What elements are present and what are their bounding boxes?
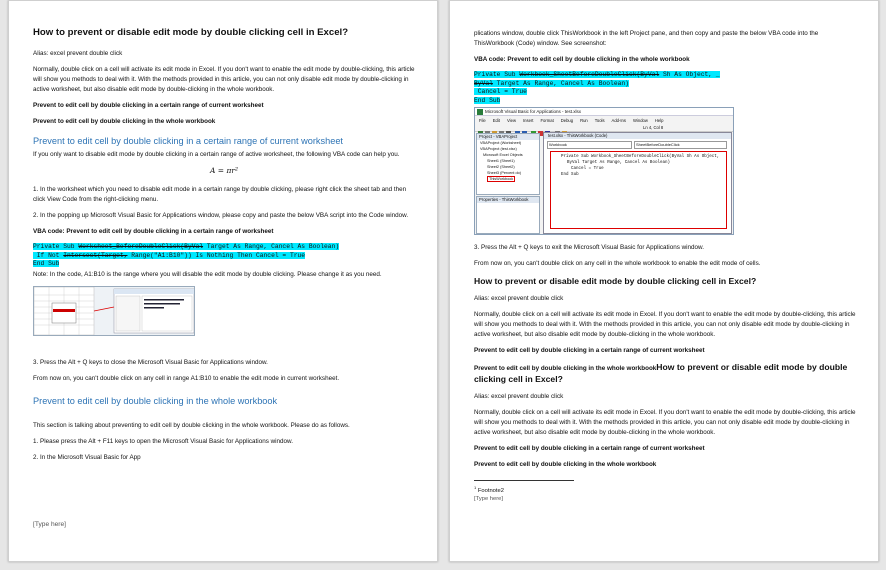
vbe-tree-item[interactable]: Sheet3 (Percent do) — [487, 171, 521, 175]
vbe-menu-item[interactable]: Debug — [560, 118, 574, 123]
vbe-screenshot — [474, 107, 734, 235]
code-line-2[interactable] — [33, 252, 415, 260]
vbe-menu-item[interactable]: Tools — [594, 118, 605, 123]
equation[interactable]: A = πr² — [210, 166, 238, 175]
code-deleted-text: Intersect(Target, — [63, 251, 128, 259]
vbe-menu-item[interactable]: Edit — [492, 118, 500, 123]
repeat-link-range-1[interactable]: Prevent to edit cell by double clicking in a certain range of current worksheet — [474, 347, 705, 354]
vbe-tree-item[interactable]: Microsoft Excel Objects — [483, 153, 523, 157]
code-text: End Sub — [474, 96, 501, 104]
wb-after-paragraph[interactable]: From now on, you can't double click on any cell in the whole workbook to enable the edit mode of cells. — [474, 260, 761, 267]
section-workbook-text[interactable]: This section is talking about preventing to edit cell by double clicking in the whole workbook. Please do as follows. — [33, 421, 350, 429]
document-page-1 — [8, 0, 438, 562]
wb-code-line-2[interactable] — [474, 80, 856, 88]
after-paragraph[interactable]: From now on, you can't double click on any cell in range A1:B10 to enable the edit mode in current worksheet. — [33, 374, 340, 382]
vbe-code-line: ByVal Target As Range, Cancel As Boolean) — [567, 161, 671, 165]
step-3[interactable]: 3. Press the Alt + Q keys to close the Microsoft Visual Basic for Applications window. — [33, 358, 268, 366]
vbe-tree-item[interactable]: Sheet1 (Sheet1) — [487, 159, 515, 163]
section-heading-workbook[interactable]: Prevent to edit cell by double clicking in the whole workbook — [33, 395, 278, 406]
code-deleted-text: Workbook_SheetBeforeDoubleClick(ByVal — [519, 71, 660, 78]
vbe-properties-title: Properties - ThisWorkbook — [477, 197, 539, 203]
vbe-project-title: Project - VBAProject — [477, 134, 539, 140]
vbe-code-window — [543, 132, 732, 234]
vbe-tree-item[interactable]: VBAProject (Worksheet) — [480, 141, 522, 145]
vbe-code-area[interactable] — [550, 151, 727, 229]
vbe-menu-item[interactable]: Help — [654, 118, 664, 123]
vbe-tree-item[interactable]: VBAProject (test.xlsx) — [480, 147, 517, 151]
vbe-menu-bar — [475, 117, 733, 124]
vbe-project-pane — [476, 133, 540, 195]
document-page-2 — [449, 0, 879, 562]
code-text: If Not — [33, 251, 64, 259]
step-1[interactable]: 1. In the worksheet which you need to disable edit mode in a certain range by double clicking, please right click the sheet tab and then click View Code from the right-clicking menu. — [33, 186, 407, 203]
vbe-toolbar — [475, 124, 733, 132]
vbe-menu-item[interactable]: View — [506, 118, 516, 123]
vbe-menu-item[interactable]: Format — [540, 118, 554, 123]
alias-text[interactable]: Alias: excel prevent double click — [33, 50, 123, 57]
header-placeholder[interactable]: [Type here] — [474, 495, 504, 502]
document-title[interactable]: How to prevent or disable edit mode by double clicking cell in Excel? — [33, 27, 349, 38]
vbe-cursor-position: Ln 4, Col 8 — [643, 125, 664, 130]
repeat-alias-2[interactable]: Alias: excel prevent double click — [474, 393, 564, 400]
vbe-procedure-combo[interactable]: SheetBeforeDoubleClick — [634, 141, 727, 149]
vbe-thumbnail-image — [33, 286, 195, 336]
repeat-title-1[interactable]: How to prevent or disable edit mode by double clicking cell in Excel? — [474, 276, 757, 286]
vba-code-label-workbook[interactable]: VBA code: Prevent to edit cell by double clicking in the whole workbook — [474, 56, 690, 63]
footnote[interactable] — [474, 484, 856, 495]
vbe-object-combo[interactable]: Workbook — [547, 141, 632, 149]
repeat-link-workbook-1[interactable] — [474, 362, 856, 386]
vbe-code-line: Private Sub Workbook_SheetBeforeDoubleClick(ByVal Sh As Object, — [561, 155, 720, 159]
wb-code-line-3[interactable] — [474, 88, 856, 96]
code-text: Cancel = True — [474, 88, 527, 95]
link-text: Prevent to edit cell by double clicking in the whole workbook — [474, 365, 657, 372]
continued-paragraph[interactable]: plications window, double click ThisWorkbook in the left Project pane, and then copy and paste the below VBA code into the ThisWorkbook (Code) window. See screenshot: — [474, 30, 819, 47]
vbe-menu-item[interactable]: Run — [580, 118, 588, 123]
vbe-menu-item[interactable]: File — [479, 118, 486, 123]
vbe-thumbnail-graphic — [34, 287, 194, 335]
intro-paragraph[interactable]: Normally, double click on a cell will activate its edit mode in Excel. If you don't want to enable the edit mode by double-clicking, this article will show you methods to deal with it. With the methods provided in this article, you can not only disable edit mode by double-clicking in active worksheet, but also disable edit mode by double-clicking in the whole workbook. — [33, 66, 415, 93]
code-text: Target As Range, Cancel As Boolean) — [203, 243, 340, 250]
vbe-properties-pane — [476, 196, 540, 234]
header-placeholder[interactable]: [Type here] — [33, 521, 66, 528]
wb-step-3[interactable]: 3. Press the Alt + Q keys to exit the Microsoft Visual Basic for Applications window. — [474, 244, 705, 251]
code-line-3[interactable] — [33, 260, 415, 268]
vbe-menu-item[interactable]: Insert — [522, 118, 534, 123]
code-text: Sh As Object, _ — [659, 71, 720, 78]
page-2-content — [474, 29, 856, 503]
vbe-tree-item[interactable]: Sheet2 (Sheet2) — [487, 165, 515, 169]
code-deleted-text: Worksheet_BeforeDoubleClick(ByVal — [78, 243, 204, 250]
vbe-app-icon — [477, 109, 483, 115]
footnote-marker: 1 — [474, 485, 477, 490]
code-text: Range("A1:B10")) Is Nothing Then Cancel = True — [127, 251, 306, 259]
vbe-window-title: Microsoft Visual Basic for Applications - test.xlsx — [475, 108, 733, 116]
toc-link-workbook[interactable]: Prevent to edit cell by double clicking in the whole workbook — [33, 118, 216, 125]
vbe-code-line: Cancel = True — [571, 167, 604, 171]
footnote-text: Footnote2 — [477, 487, 504, 494]
workbook-step-2[interactable]: 2. In the Microsoft Visual Basic for App — [33, 453, 141, 461]
repeat-intro-2[interactable]: Normally, double click on a cell will activate its edit mode in Excel. If you don't want to enable the edit mode by double-clicking, this article will show you methods to deal with it. With the methods provided in this article, you can not only disable edit mode by double-clicking in active worksheet, but also disable edit mode by double-clicking in the whole workbook. — [474, 409, 856, 436]
vbe-project-tree — [477, 140, 539, 182]
toc-link-range[interactable]: Prevent to edit cell by double clicking in a certain range of current worksheet — [33, 102, 264, 109]
note-paragraph[interactable]: Note: In the code, A1:B10 is the range where you will disable the edit mode by double clicking. Please change it as you need. — [33, 270, 382, 278]
code-text: Target As Range, Cancel As Boolean) — [492, 79, 629, 87]
section-range-text[interactable]: If you only want to disable edit mode by double clicking in a certain range of active worksheet, the following VBA code can help you. — [33, 151, 400, 158]
code-text: End Sub — [33, 260, 60, 267]
vba-code-label[interactable]: VBA code: Prevent to edit cell by double clicking in a certain range of worksheet — [33, 228, 274, 235]
vbe-menu-item[interactable]: Window — [632, 118, 648, 123]
repeat-alias-1[interactable]: Alias: excel prevent double click — [474, 295, 564, 302]
code-text: Private Sub — [33, 243, 79, 250]
section-heading-range[interactable]: Prevent to edit cell by double clicking in a certain range of current worksheet — [33, 136, 343, 146]
workbook-step-1[interactable]: 1. Please press the Alt + F11 keys to open the Microsoft Visual Basic for Applications window. — [33, 437, 294, 445]
wb-code-line-4[interactable] — [474, 97, 856, 105]
vbe-code-window-title: test.xlsx - ThisWorkbook (Code) — [544, 133, 731, 139]
page-1-content — [33, 27, 415, 469]
repeat-intro-1[interactable]: Normally, double click on a cell will activate its edit mode in Excel. If you don't want to enable the edit mode by double-clicking, this article will show you methods to deal with it. With the methods provided in this article, you can not only disable edit mode by double-clicking in active worksheet, but also disable edit mode by double-clicking in the whole workbook. — [474, 311, 856, 338]
step-2[interactable]: 2. In the popping up Microsoft Visual Basic for Applications window, please copy and paste the below VBA script into the Code window. — [33, 212, 409, 219]
repeat-link-workbook-2[interactable]: Prevent to edit cell by double clicking in the whole workbook — [474, 461, 657, 468]
repeat-link-range-2[interactable]: Prevent to edit cell by double clicking in a certain range of current worksheet — [474, 445, 705, 452]
code-line-1[interactable] — [33, 243, 415, 251]
code-text: Private Sub — [474, 71, 520, 78]
code-deleted-text: ByVal — [474, 79, 493, 87]
vbe-code-line: End Sub — [561, 173, 579, 177]
footnote-separator — [474, 480, 574, 481]
wb-code-line-1[interactable] — [474, 71, 856, 79]
vbe-tree-item-selected[interactable]: ThisWorkbook — [489, 177, 514, 181]
repeat-title-2: How to prevent or disable edit mode by double clicking cell in Excel? — [474, 362, 848, 384]
vbe-menu-item[interactable]: Add-Ins — [611, 118, 626, 123]
